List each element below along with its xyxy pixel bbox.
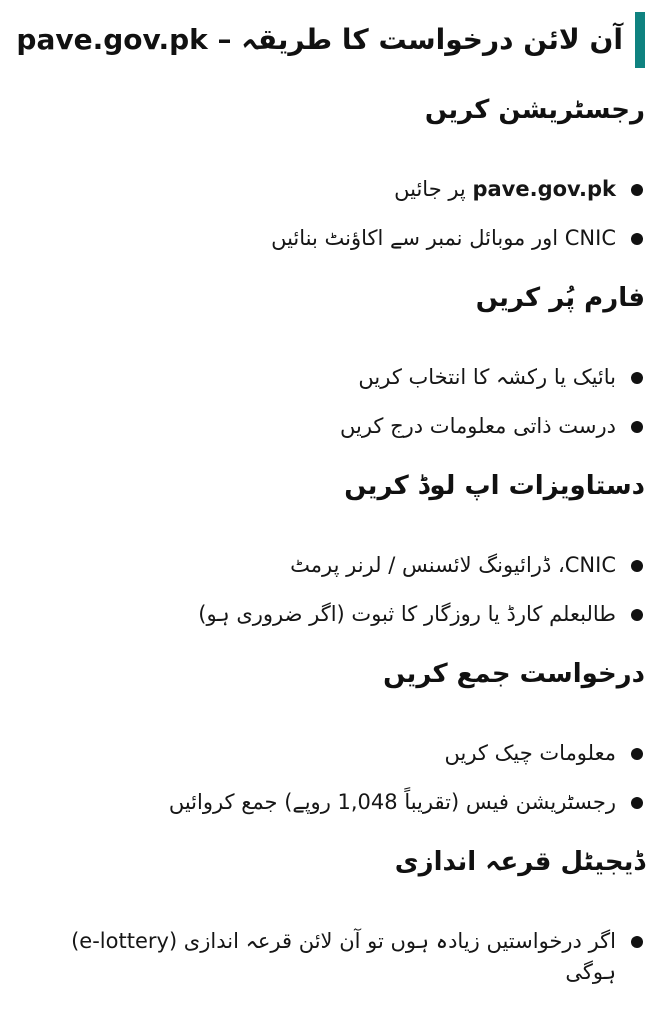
bullet-dot-icon bbox=[631, 609, 643, 621]
section-heading: فارم پُر کریں bbox=[475, 283, 645, 313]
bullet-dot-icon bbox=[631, 797, 643, 809]
section-heading: درخواست جمع کریں bbox=[383, 659, 645, 689]
list-item bbox=[16, 174, 643, 205]
list-item bbox=[16, 738, 643, 769]
page-title bbox=[16, 12, 645, 68]
bullet-dot-icon bbox=[631, 748, 643, 760]
list-item bbox=[16, 787, 643, 818]
bullet-dot-icon bbox=[631, 372, 643, 384]
bullet-dot-icon bbox=[631, 936, 643, 948]
page-title-text: آن لائن درخواست کا طریقہ – pave.gov.pk bbox=[16, 23, 623, 56]
bullet-dot-icon bbox=[631, 421, 643, 433]
section-upload-documents bbox=[16, 460, 645, 630]
list-item bbox=[16, 223, 643, 254]
bullet-list bbox=[16, 738, 645, 818]
list-item-text-rest: پر جائیں bbox=[394, 177, 473, 201]
list-item-text: بائیک یا رکشہ کا انتخاب کریں bbox=[358, 365, 616, 389]
list-item bbox=[16, 599, 643, 630]
section-registration bbox=[16, 84, 645, 254]
bullet-list bbox=[16, 926, 645, 988]
list-item bbox=[16, 926, 643, 988]
section-digital-lottery bbox=[16, 836, 645, 988]
list-item-text: معلومات چیک کریں bbox=[444, 741, 616, 765]
list-item-text: CNIC، ڈرائیونگ لائسنس / لرنر پرمٹ bbox=[290, 553, 616, 577]
section-fill-form bbox=[16, 272, 645, 442]
section-submit-application bbox=[16, 648, 645, 818]
list-item-text: اگر درخواستیں زیادہ ہوں تو آن لائن قرعہ اندازی (e-lottery) ہوگی bbox=[71, 929, 616, 984]
bullet-dot-icon bbox=[631, 233, 643, 245]
list-item-text: درست ذاتی معلومات درج کریں bbox=[339, 414, 616, 438]
site-url-text: pave.gov.pk bbox=[472, 177, 616, 201]
bullet-list bbox=[16, 362, 645, 442]
list-item-text: رجسٹریشن فیس (تقریباً 1,048 روپے) جمع کروائیں bbox=[168, 790, 616, 814]
list-item bbox=[16, 362, 643, 393]
bullet-list bbox=[16, 550, 645, 630]
list-item-text: طالبعلم کارڈ یا روزگار کا ثبوت (اگر ضروری ہو) bbox=[198, 602, 616, 626]
bullet-dot-icon bbox=[631, 560, 643, 572]
list-item-text: CNIC اور موبائل نمبر سے اکاؤنٹ بنائیں bbox=[271, 226, 616, 250]
section-heading: رجسٹریشن کریں bbox=[424, 95, 645, 125]
title-accent-bar bbox=[635, 12, 645, 68]
list-item-text bbox=[394, 174, 616, 205]
section-heading: دستاویزات اپ لوڈ کریں bbox=[344, 471, 645, 501]
bullet-dot-icon bbox=[631, 184, 643, 196]
list-item bbox=[16, 411, 643, 442]
list-item bbox=[16, 550, 643, 581]
bullet-list bbox=[16, 174, 645, 254]
section-heading: ڈیجیٹل قرعہ اندازی bbox=[394, 847, 645, 877]
